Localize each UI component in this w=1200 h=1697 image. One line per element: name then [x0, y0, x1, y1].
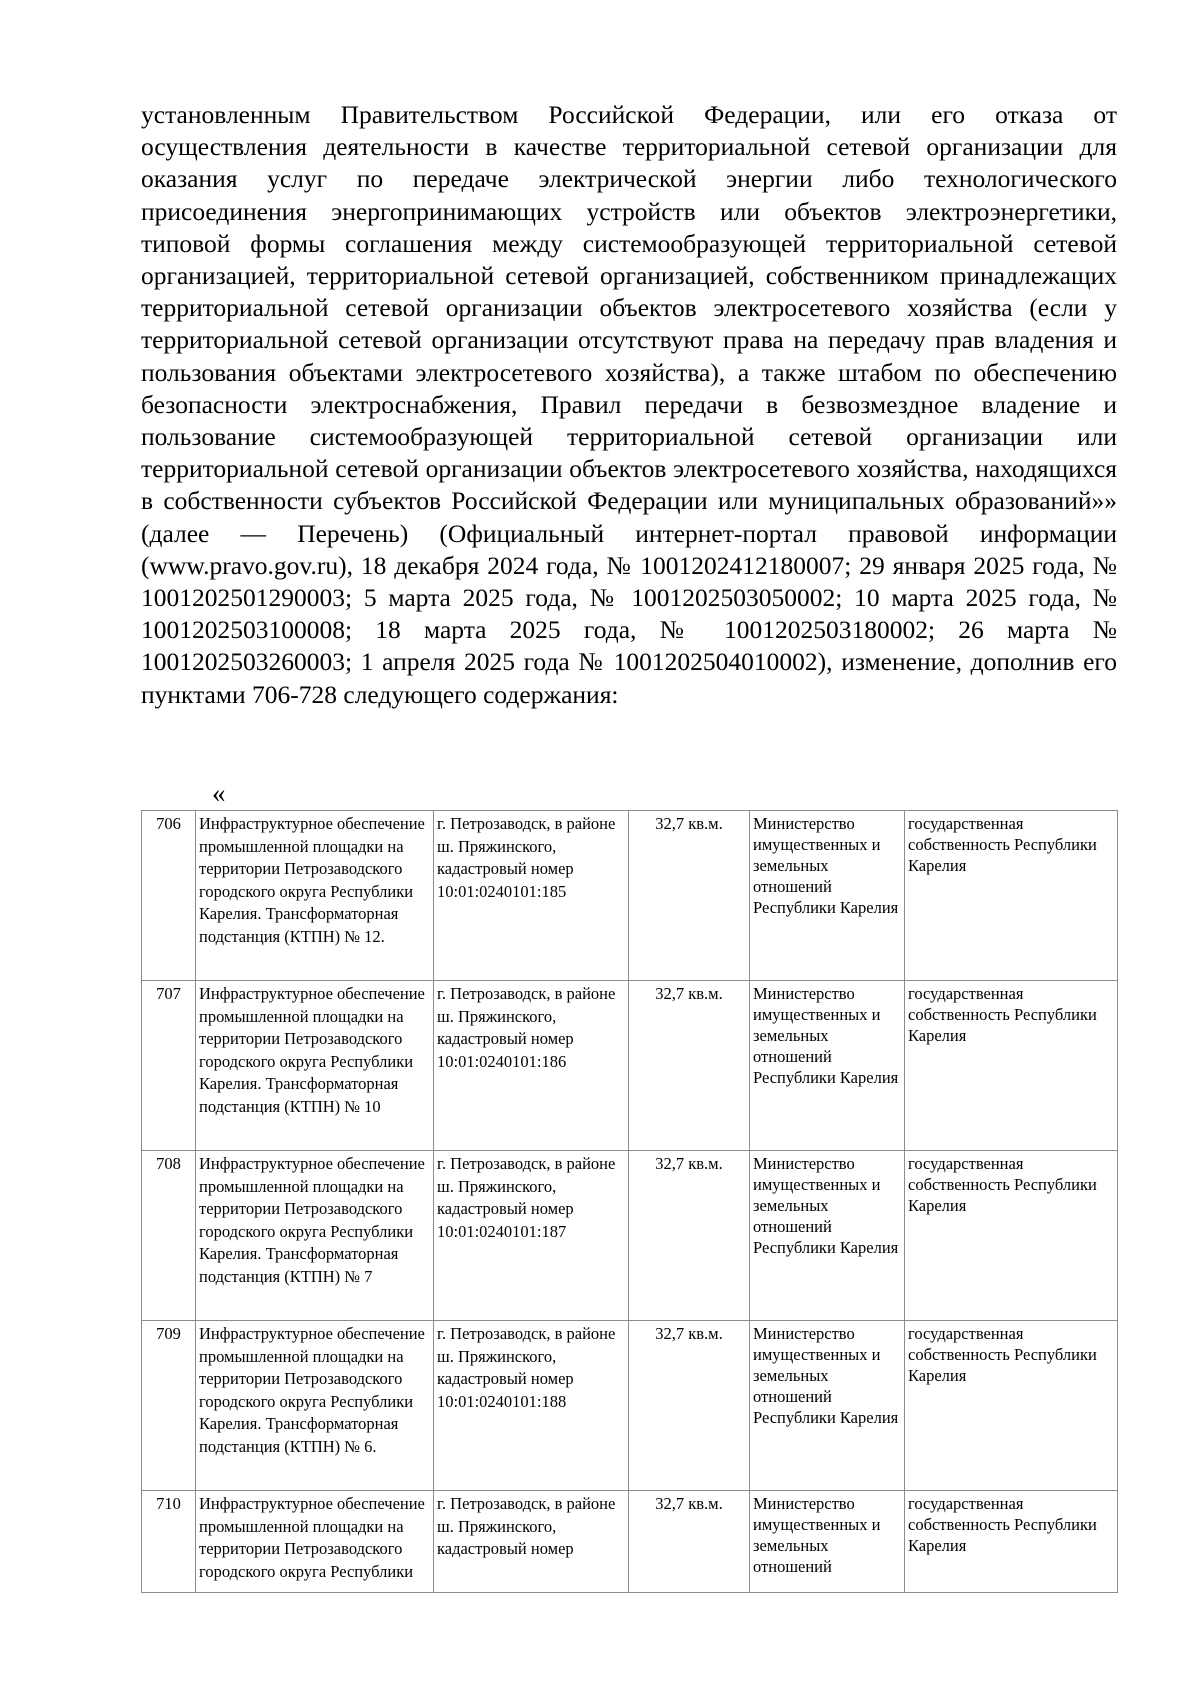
item-number-cell: 707	[142, 981, 196, 1151]
table-row	[142, 1321, 1118, 1491]
area-cell: 32,7 кв.м.	[629, 1491, 750, 1593]
location-cell: г. Петрозаводск, в районе ш. Пряжинского, кадастровый номер 10:01:0240101:186	[434, 981, 629, 1151]
ownership-cell: государственная собственность Республики Карелия	[905, 1321, 1118, 1491]
location-cell: г. Петрозаводск, в районе ш. Пряжинского, кадастровый номер 10:01:0240101:185	[434, 811, 629, 981]
area-cell: 32,7 кв.м.	[629, 811, 750, 981]
object-name-cell: Инфраструктурное обеспечение промышленной площадки на территории Петрозаводского городского округа Республики Карелия. Трансформаторная подстанция (КТПН) № 12.	[196, 811, 434, 981]
object-name-cell: Инфраструктурное обеспечение промышленной площадки на территории Петрозаводского городского округа Республики Карелия. Трансформаторная подстанция (КТПН) № 6.	[196, 1321, 434, 1491]
body-paragraph: установленным Правительством Российской Федерации, или его отказа от осуществления деятельности в качестве территориальной сетевой организации для оказания услуг по передаче электрической энергии либо технологического присоединения энергопринимающих устройств или объектов электроэнергетики, типовой формы соглашения между системообразующей территориальной сетевой организацией, территориальной сетевой организацией, собственником принадлежащих территориальной сетевой организации объектов электросетевого хозяйства (если у территориальной сетевой организации отсутствуют права на передачу прав владения и пользования объектами электросетевого хозяйства), а также штабом по обеспечению безопасности электроснабжения, Правил передачи в безвозмездное владение и пользование системообразующей территориальной сетевой организации или территориальной сетевой организации объектов электросетевого хозяйства, находящихся в собственности субъектов Российской Федерации или муниципальных образований»» (далее — Перечень) (Официальный интернет-портал правовой информации (www.pravo.gov.ru), 18 декабря 2024 года, № 1001202412180007; 29 января 2025 года, № 1001202501290003; 5 марта 2025 года, № 1001202503050002; 10 марта 2025 года, № 1001202503100008; 18 марта 2025 года, № 1001202503180002; 26 марта № 1001202503260003; 1 апреля 2025 года № 1001202504010002), изменение, дополнив его пунктами 706-728 следующего содержания:	[141, 100, 1117, 709]
item-number-cell: 709	[142, 1321, 196, 1491]
item-number-cell: 708	[142, 1151, 196, 1321]
location-cell: г. Петрозаводск, в районе ш. Пряжинского, кадастровый номер 10:01:0240101:188	[434, 1321, 629, 1491]
object-name-cell: Инфраструктурное обеспечение промышленной площадки на территории Петрозаводского городского округа Республики Карелия. Трансформаторная подстанция (КТПН) № 10	[196, 981, 434, 1151]
table-row	[142, 1151, 1118, 1321]
ownership-cell: государственная собственность Республики Карелия	[905, 1151, 1118, 1321]
ownership-cell: государственная собственность Республики Карелия	[905, 981, 1118, 1151]
holder-cell: Министерство имущественных и земельных отношений Республики Карелия	[750, 811, 905, 981]
object-name-cell: Инфраструктурное обеспечение промышленной площадки на территории Петрозаводского городского округа Республики Карелия. Трансформаторная подстанция (КТПН) № 7	[196, 1151, 434, 1321]
holder-cell: Министерство имущественных и земельных отношений	[750, 1491, 905, 1593]
table-row	[142, 811, 1118, 981]
area-cell: 32,7 кв.м.	[629, 1321, 750, 1491]
item-number-cell: 710	[142, 1491, 196, 1593]
area-cell: 32,7 кв.м.	[629, 1151, 750, 1321]
location-cell: г. Петрозаводск, в районе ш. Пряжинского, кадастровый номер 10:01:0240101:187	[434, 1151, 629, 1321]
table-row	[142, 1491, 1118, 1593]
table-row	[142, 981, 1118, 1151]
holder-cell: Министерство имущественных и земельных отношений Республики Карелия	[750, 1151, 905, 1321]
item-number-cell: 706	[142, 811, 196, 981]
holder-cell: Министерство имущественных и земельных отношений Республики Карелия	[750, 981, 905, 1151]
area-cell: 32,7 кв.м.	[629, 981, 750, 1151]
ownership-cell: государственная собственность Республики Карелия	[905, 1491, 1118, 1593]
ownership-cell: государственная собственность Республики Карелия	[905, 811, 1118, 981]
holder-cell: Министерство имущественных и земельных отношений Республики Карелия	[750, 1321, 905, 1491]
property-list-table	[141, 810, 1118, 1593]
opening-quote-mark: «	[212, 778, 226, 808]
object-name-cell: Инфраструктурное обеспечение промышленной площадки на территории Петрозаводского городского округа Республики	[196, 1491, 434, 1593]
location-cell: г. Петрозаводск, в районе ш. Пряжинского, кадастровый номер	[434, 1491, 629, 1593]
